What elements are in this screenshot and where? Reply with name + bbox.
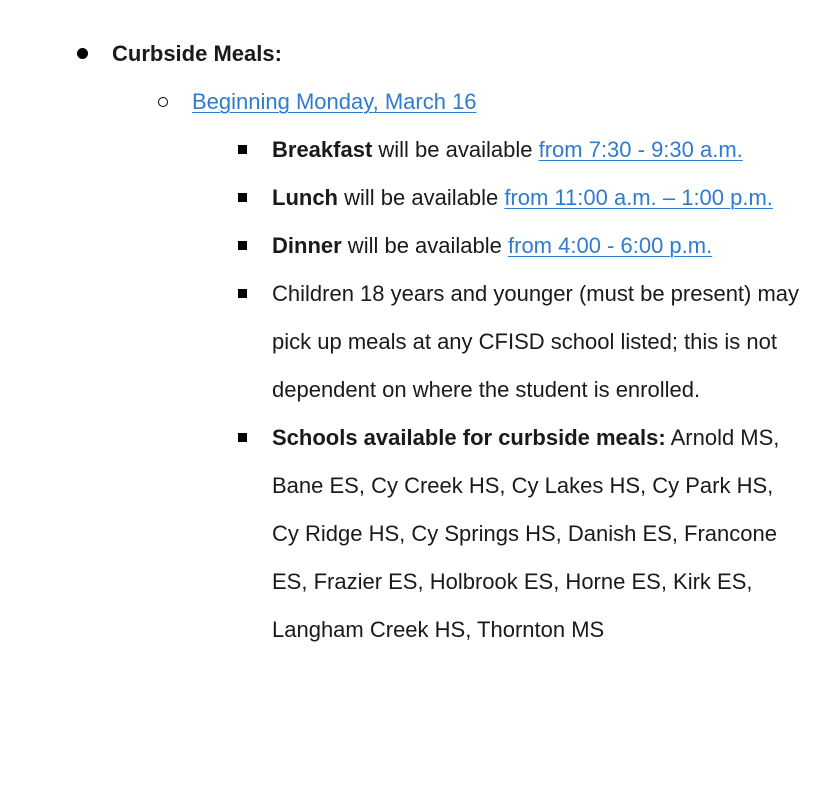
lunch-label: Lunch — [272, 185, 338, 210]
dinner-time-link[interactable]: from 4:00 - 6:00 p.m. — [508, 233, 713, 258]
start-date-link[interactable]: Beginning Monday, March 16 — [192, 89, 477, 114]
square-bullet-icon — [238, 289, 247, 298]
square-bullet-icon — [238, 241, 247, 250]
breakfast-text: will be available — [372, 137, 539, 162]
square-bullet-icon — [238, 145, 247, 154]
section-heading: Curbside Meals: — [112, 41, 282, 66]
dinner-text: will be available — [341, 233, 508, 258]
disc-bullet-icon — [77, 48, 88, 59]
list-item-eligibility — [0, 270, 814, 414]
schools-label: Schools available for curbside meals: — [272, 425, 666, 450]
list-item-dinner — [0, 222, 814, 270]
eligibility-text: Children 18 years and younger (must be present) may pick up meals at any CFISD school listed; this is not dependent on where the student is enrolled. — [272, 281, 800, 402]
list-item-schools — [0, 414, 814, 654]
circle-bullet-icon — [158, 97, 168, 107]
square-bullet-icon — [238, 193, 247, 202]
list-item-start-date — [0, 78, 814, 126]
document-body — [0, 30, 814, 654]
breakfast-time-link[interactable]: from 7:30 - 9:30 a.m. — [538, 137, 743, 162]
dinner-label: Dinner — [272, 233, 342, 258]
list-item-curbside-meals — [0, 30, 814, 78]
list-item-lunch — [0, 174, 814, 222]
lunch-time-link[interactable]: from 11:00 a.m. – 1:00 p.m. — [504, 185, 773, 210]
breakfast-label: Breakfast — [272, 137, 373, 162]
lunch-text: will be available — [338, 185, 505, 210]
schools-list: Arnold MS, Bane ES, Cy Creek HS, Cy Lakes HS, Cy Park HS, Cy Ridge HS, Cy Springs HS, Danish ES, Francone ES, Frazier ES, Holbrook ES, Horne ES, Kirk ES, Langham Creek HS, Thornton MS — [272, 425, 780, 642]
list-item-breakfast — [0, 126, 814, 174]
square-bullet-icon — [238, 433, 247, 442]
